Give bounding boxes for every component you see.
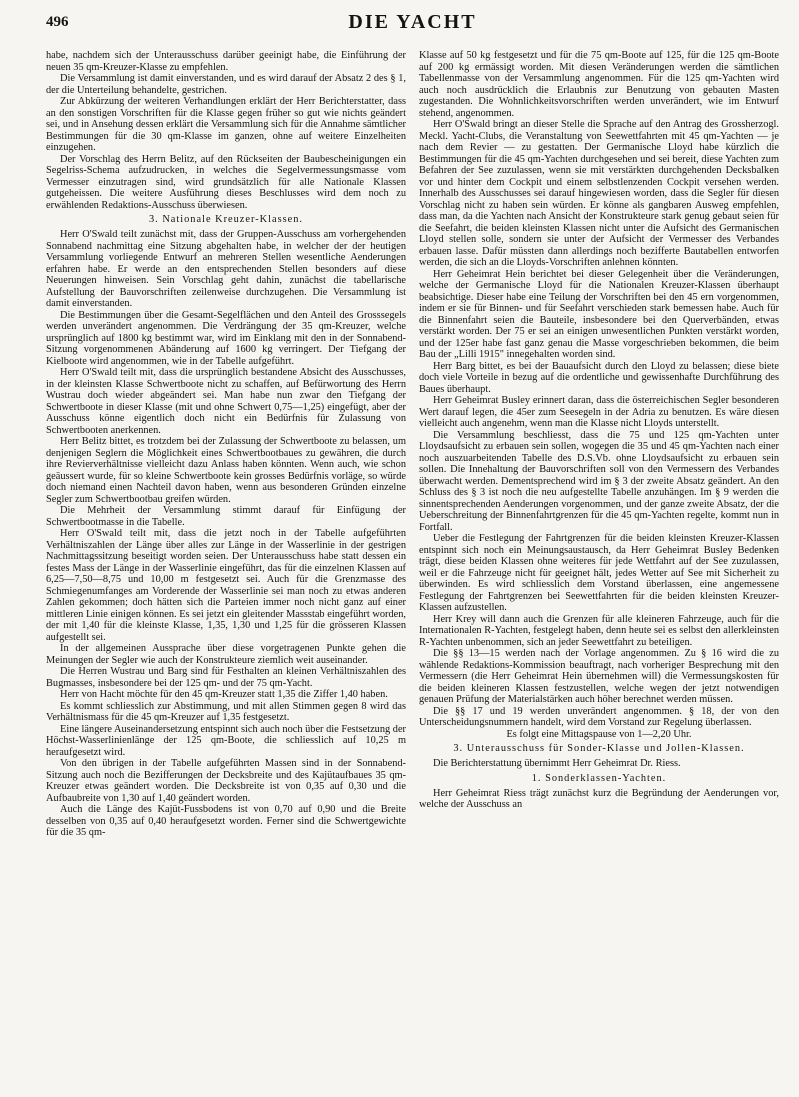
paragraph: Herr von Hacht möchte für den 45 qm-Kreuzer statt 1,35 die Ziffer 1,40 haben. [60,689,388,700]
paragraph: Herr Belitz bittet, es trotzdem bei der Zulassung der Schwertboote zu belassen, um denjenigen Seglern die Möglichkeit eines Schwertbootbaues zu gewähren, die durch ihre Revierverhältnisse vielleicht dazu Anlass haben könnten. Wenn auch, wie schon geäussert wurde, für so kleine Schwertboote kein grosses Bedürfnis vorläge, so würde doch niemand einen Nachteil davon haben, wenn aus besonderen Gründen einzelne Segler zum Schwertbootbau greifen würden. [46,436,406,505]
paragraph: Herr Barg bittet, es bei der Bauaufsicht durch den Lloyd zu belassen; diese biete doch viele Vorteile in bezug auf die ordentliche und gewissenhafte Durchführung des Baues überhaupt. [419,360,779,395]
page-number: 496 [46,14,69,30]
paragraph: Es kommt schliesslich zur Abstimmung, und mit allen Stimmen gegen 8 wird das Verhältnismass für die 45 qm-Kreuzer auf 1,35 festgesetzt. [46,700,406,723]
paragraph: In der allgemeinen Aussprache über diese vorgetragenen Punkte gehen die Meinungen der Segler wie auch der Konstrukteure ziemlich weit auseinander. [46,643,406,666]
paragraph: Die Versammlung beschliesst, dass die 75 und 125 qm-Yachten unter Lloydsaufsicht zu erbauen sein sollen, wogegen die 35 und 45 qm-Yachten nach einer noch auszuarbeitenden Tabelle des D.S.Vb. ohne Lloydsaufsicht zu erbauen sein sollen. Die Innehaltung der Bauvorschriften soll von den Vermessern des Verbandes überwacht werden. Dementsprechend wird im § 3 der zweite Absatz geändert. An den Schluss des § 3 ist noch die neu aufgestellte Tabelle anzuhängen. Im § 9 werden die sinnentsprechenden Aenderungen vorgenommen, und der ganze zweite Absatz, der die Ueberschreitung der Binnenfahrtgrenzen für die 45 qm-Yachten regelte, kommt nun in Fortfall. [419,429,779,533]
paragraph: Die Berichterstattung übernimmt Herr Geheimrat Dr. Riess. [433,758,681,769]
paragraph: Es folgt eine Mittagspause von 1—2,20 Uhr. [506,728,692,740]
paragraph: Herr Geheimrat Busley erinnert daran, dass die österreichischen Segler besonderen Wert darauf legen, die 45er zum Seesegeln in der Adria zu benutzen. Es wäre diesen vielleicht auch angenehm, wenn man die Klasse nicht Lloyds unterstellt. [419,395,779,429]
paragraph: Ueber die Festlegung der Fahrtgrenzen für die beiden kleinsten Kreuzer-Klassen entspinnt sich noch ein Meinungsaustausch, da Herr Geheimrat Busley Bedenken trägt, diese beiden Klassen ohne weiteres für jede Wettfahrt auf der See zuzulassen, weil er die Fahrzeuge nicht für geeignet hält, jedes Wetter auf See mit Sicherheit zu überwinden. Es wird schliesslich dem Vorstand überlassen, eine angemessene Festlegung der Fahrtgrenzen bei Seewettfahrten für die beiden kleinsten Kreuzer-Klassen aufzustellen. [419,533,779,613]
paragraph: Die §§ 17 und 19 werden unverändert angenommen. § 18, der von den Unterscheidungsnummern handelt, wird dem Vorstand zur Regelung überlassen. [419,705,779,728]
paragraph: Herr O'Swald teilt zunächst mit, dass der Gruppen-Ausschuss am vorhergehenden Sonnabend nachmittag eine Sitzung abgehalten habe, in welcher der der heutigen Versammlung vorliegende Entwurf an mehreren Stellen wesentliche Aenderungen erfahren habe. Er werde an den entsprechenden Stellen besonders auf diese Neuerungen hinweisen. Sein Vorschlag geht dahin, zunächst die tabellarische Aufstellung der Bauvorschriften zeilenweise durchzugehen. Die Versammlung ist damit einverstanden. [46,229,406,309]
running-title: DIE YACHT [348,11,477,33]
paragraph: Der Vorschlag des Herrn Belitz, auf den Rückseiten der Baubescheinigungen ein Segelriss-Schema aufzudrucken, in welches die Segelvermessungsmasse vom Vermesser einzutragen sind, wird grundsätzlich für alle Nationale Klassen gutgeheissen. Die weitere Ausführung dieses Beschlusses wird dem noch zu erwählenden Redaktions-Ausschuss überwiesen. [46,153,406,211]
paragraph: Eine längere Auseinandersetzung entspinnt sich auch noch über die Festsetzung der Höchst-Wasserlinienlänge der 125 qm-Boote, die schliesslich auf 10,25 m heraufgesetzt wird. [46,723,406,758]
paragraph: Die Herren Wustrau und Barg sind für Festhalten an kleinen Verhältniszahlen des Bugmasses, insbesondere bei der 125 qm- und der 75 qm-Yacht. [46,666,406,689]
paragraph: Die Bestimmungen über die Gesamt-Segelflächen und den Anteil des Grosssegels werden unverändert angenommen. Die Verdrängung der 35 qm-Kreuzer, welche ursprünglich auf 1800 kg bestimmt war, wird im Einklang mit den in der Sonnabend-Sitzung vorgenommenen Abänderung auf 1600 kg verringert. Der Tiefgang der Kielboote wird angenommen, wie in der Tabelle aufgeführt. [46,309,406,367]
paragraph: habe, nachdem sich der Unterausschuss darüber geeinigt habe, die Einführung der neuen 35 qm-Kreuzer-Klasse zu empfehlen. [46,50,406,73]
right-column [419,50,779,839]
section-heading: 3. Nationale Kreuzer-Klassen. [148,214,303,225]
text-columns [46,50,779,839]
paragraph: Zur Abkürzung der weiteren Verhandlungen erklärt der Herr Berichterstatter, dass an den sonstigen Vorschriften für die Klasse gegen früher so gut wie nichts geändert sei, und in Ansehung dessen erklärt die Versammlung sich für die Annahme sämtlicher Bestimmungen für die 30 qm-Klasse im ganzen, ohne auf weitere Einzelheiten einzugehen. [46,96,406,153]
paragraph: Die Versammlung ist damit einverstanden, und es wird darauf der Absatz 2 des § 1, der die Unterteilung behandelte, gestrichen. [46,73,406,96]
paragraph: Herr O'Swald teilt mit, dass die ursprünglich bestandene Absicht des Ausschusses, in der kleinsten Klasse Schwertboote nicht zu schaffen, auf Befürwortung des Herrn Wustrau doch wieder abgeändert sei. Man habe nun zwar den Tiefgang der Schwertboote in dieser Klasse (mit und ohne Schwert 0,75—1,25) eingefügt, aber der Ausschuss könne eigentlich doch nicht ein Bedürfnis für Zulassung von Schwertbooten anerkennen. [46,367,406,436]
section-heading: 3. Unterausschuss für Sonder-Klasse und Jollen-Klassen. [453,743,745,754]
paragraph: Herr Geheimrat Riess trägt zunächst kurz die Begründung der Aenderungen vor, welche der Ausschuss an [419,787,779,810]
paragraph: Die §§ 13—15 werden nach der Vorlage angenommen. Zu § 16 wird die zu wählende Redaktions-Kommission beauftragt, nach vorheriger Besprechung mit den Vermessern (die Herr Geheimrat Hein übernehmen will) die Vermessungskosten für die beiden kleineren Klassen festzustellen, welche wegen der jetzt notwendigen genauen Prüfung der Materialstärken auch höher berechnet werden müssen. [419,648,779,705]
paragraph: Klasse auf 50 kg festgesetzt und für die 75 qm-Boote auf 125, für die 125 qm-Boote auf 200 kg ermässigt worden. Mit diesen Veränderungen werden die sämtlichen Tabellenmasse von der Versammlung angenommen. Für die 125 qm-Yachten wird auch noch ausdrücklich die Erlaubnis zur Benutzung von gebauten Masten zugestanden. Die Wohnlichkeitsvorschriften werden unverändert, wie im Entwurf stehend, angenommen. [419,50,779,119]
paragraph: Auch die Länge des Kajüt-Fussbodens ist von 0,70 auf 0,90 und die Breite desselben von 0,35 auf 0,40 heraufgesetzt worden. Ferner sind die Schwertgewichte für die 35 qm- [46,804,406,838]
paragraph: Herr Krey will dann auch die Grenzen für alle kleineren Fahrzeuge, auch für die Internationalen R-Yachten, festgelegt haben, denn heute sei es selbst den allerkleinsten R-Yachten unbenommen, sich an jeder Seewettfahrt zu beteiligen. [419,613,779,648]
subsection-heading: 1. Sonderklassen-Yachten. [531,772,667,784]
paragraph: Herr O'Swald bringt an dieser Stelle die Sprache auf den Antrag des Grossherzogl. Meckl. Yacht-Clubs, die Veranstaltung von Seewettfahrten mit 45 qm-Yachten — je nach dem Revier — zu gestatten. Der Germanische Lloyd habe kürzlich die Bestimmungen für die 45 qm-Yachten durchgesehen und sei bereit, diese Yachten zum Befahren der See zuzulassen, wenn sie mit verstärkten durchgehenden Decksbalken vor und hinter dem Cockpit und einem selbstlenzenden Cockpit versehen werden. Innerhalb des Ausschusses sei darauf hingewiesen worden, dass die Segler für diesen Vorschlag nicht zu haben sein würden. Er könne als gangbaren Ausweg empfehlen, dass man, da die Yachten nach Ansicht der Konstrukteure stark genug gebaut seien für die Seefahrt, die beiden kleinsten Klassen nicht unter die Aufsicht des Germanischen Lloyd stellen solle, sondern sie unter der Aufsicht der Vermesser des Verbandes erbauen lasse. Dafür müssten dann allerdings noch bezifferte Bautabellen entworfen werden, die sich an die Lloyds-Vorschriften anlehnen könnten. [419,119,779,268]
page-header [46,6,779,50]
paragraph: Die Mehrheit der Versammlung stimmt darauf für Einfügung der Schwertbootmasse in die Tabelle. [46,505,406,528]
left-column [46,50,406,839]
paragraph: Von den übrigen in der Tabelle aufgeführten Massen sind in der Sonnabend-Sitzung auch noch die Bezifferungen der Decksbreite und des Kajütaufbaues 35 qm-Kreuzer etwas geändert worden. Die Decksbreite ist von 0,35 auf 0,30 und die Aufbaubreite von 1,30 auf 1,40 geändert worden. [46,758,406,804]
paragraph: Herr Geheimrat Hein berichtet bei dieser Gelegenheit über die Veränderungen, welche der Germanische Lloyd für die Nationalen Kreuzer-Klassen überhaupt beabsichtige. Dieser habe eine Teilung der Vorschriften bei den 45 ern vorgenommen, indem er sie für Binnen- und für Seefahrt verschieden stark bemessen habe. Auch für die Binnenfahrt seien die Bauteile, insbesondere bei den Querverbänden, etwas verstärkt worden. Der 75 er sei an einigen unwesentlichen Punkten verstärkt worden, und der 125er habe fast ganz genau die Masse vorgeschrieben bekommen, die beim Bau der „Lilli 1915" innegehalten worden sind. [419,268,779,360]
paragraph: Herr O'Swald teilt mit, dass die jetzt noch in der Tabelle aufgeführten Verhältniszahlen der Länge über alles zur Länge in der Wasserlinie in der gestrigen Nachmittagssitzung beseitigt worden seien. Der Unterausschuss habe statt dessen ein festes Mass der Länge in der Wasserlinie eingeführt, das für die einzelnen Klassen auf 6,25—7,50—8,75 und 10,00 m festgesetzt sei. Auch für die Grenzmasse des Schmiegenumfanges am Vorderende der Wasserlinie sei man noch zu etwas anderen Zahlen gekommen; doch hätten sich die Parteien immer noch nicht ganz auf einer mittleren Linie einigen können. Es sei jetzt ein gleitender Massstab eingeführt worden, der mit 1,40 für die kleinste Klasse, 1,35, 1,30 und 1,25 für die grösseren Klassen aufgestellt sei. [46,528,406,643]
